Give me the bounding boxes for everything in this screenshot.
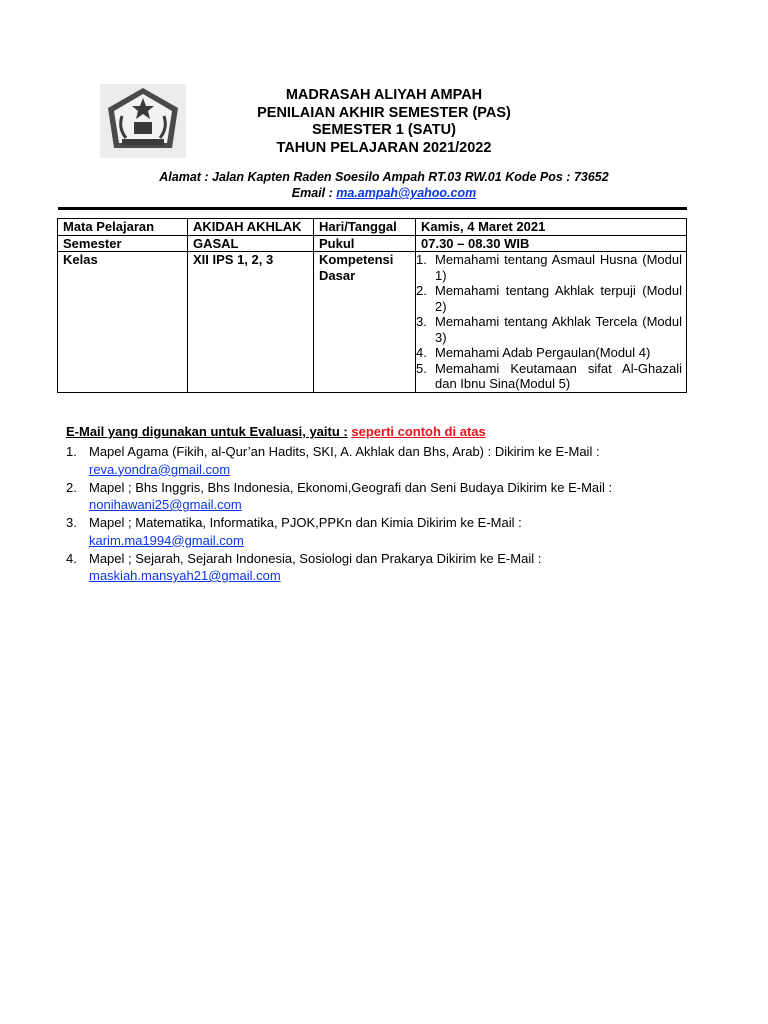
email-list: [66, 443, 686, 585]
email-link[interactable]: reva.yondra@gmail.com: [89, 461, 231, 477]
label-semester: Semester: [58, 235, 188, 252]
list-item: 1. Mapel Agama (Fikih, al-Qur’an Hadits, SKI, A. Akhlak dan Bhs, Arab) : Dikirim ke E-Mail : reva.yondra@gmail.com: [66, 444, 600, 477]
list-item: 2. Memahami tentang Akhlak terpuji (Modul 2): [416, 283, 682, 314]
email-link[interactable]: nonihawani25@gmail.com: [89, 497, 242, 512]
label-mata-pelajaran: Mata Pelajaran: [58, 219, 188, 236]
mapel-description: Mapel ; Sejarah, Sejarah Indonesia, Sosiologi dan Prakarya Dikirim ke E-Mail :: [89, 550, 542, 566]
school-name: MADRASAH ALIYAH AMPAH: [285, 87, 483, 103]
email-link[interactable]: maskiah.mansyah21@gmail.com: [89, 568, 281, 583]
evaluation-label: E-Mail yang digunakan untuk Evaluasi, yaitu: [66, 424, 344, 439]
school-header: [0, 87, 768, 157]
label-kelas: Kelas: [58, 252, 188, 393]
value-kelas: XII IPS 1, 2, 3: [188, 252, 314, 393]
email-label: Email :: [291, 186, 337, 200]
list-item: 5. Memahami Keutamaan sifat Al-Ghazali dan Ibnu Sina(Modul 5): [416, 360, 682, 391]
school-address: Alamat : Jalan Kapten Raden Soesilo Ampah RT.03 RW.01 Kode Pos : 73652: [159, 170, 609, 184]
header-divider: [58, 207, 687, 210]
value-pukul: 07.30 – 08.30 WIB: [416, 235, 687, 252]
mapel-description: Mapel ; Matematika, Informatika, PJOK,PPKn dan Kimia Dikirim ke E-Mail :: [89, 515, 522, 530]
school-email-link[interactable]: ma.ampah@yahoo.com: [336, 186, 477, 200]
list-item: 4. Memahami Adab Pergaulan(Modul 4): [416, 345, 651, 360]
kompetensi-dasar-cell: [416, 252, 687, 393]
table-row: [58, 252, 687, 393]
academic-year: TAHUN PELAJARAN 2021/2022: [276, 139, 492, 156]
exam-title: PENILAIAN AKHIR SEMESTER (PAS): [257, 104, 511, 121]
label-hari-tanggal: Hari/Tanggal: [314, 219, 416, 236]
semester-title: SEMESTER 1 (SATU): [312, 122, 456, 138]
school-email-line: [0, 186, 768, 201]
value-semester: GASAL: [188, 235, 314, 252]
value-mata-pelajaran: AKIDAH AKHLAK: [188, 219, 314, 236]
list-item: 3. Memahami tentang Akhlak Tercela (Modul 3): [416, 314, 682, 345]
list-item: 2. Mapel ; Bhs Inggris, Bhs Indonesia, Ekonomi,Geografi dan Seni Budaya Dikirim ke E-Mail : nonihawani25@gmail.com: [66, 479, 613, 512]
table-row: [58, 235, 687, 252]
email-link[interactable]: karim.ma1994@gmail.com: [89, 532, 244, 548]
table-row: [58, 219, 687, 236]
exam-info-table: [57, 218, 687, 393]
evaluation-heading: [66, 424, 486, 439]
label-pukul: Pukul: [314, 235, 416, 252]
list-item: 1. Memahami tentang Asmaul Husna (Modul 1): [416, 252, 682, 283]
list-item: 3. Mapel ; Matematika, Informatika, PJOK,PPKn dan Kimia Dikirim ke E-Mail : karim.ma1994@gmail.com: [66, 515, 522, 548]
kompetensi-dasar-list: [416, 252, 682, 392]
list-item: 4. Mapel ; Sejarah, Sejarah Indonesia, Sosiologi dan Prakarya Dikirim ke E-Mail : maskiah.mansyah21@gmail.com: [66, 550, 542, 583]
value-hari-tanggal: Kamis, 4 Maret 2021: [416, 219, 687, 236]
evaluation-note: seperti contoh di atas: [351, 424, 486, 439]
label-kompetensi-dasar: Kompetensi Dasar: [314, 252, 416, 393]
evaluation-colon: :: [343, 424, 348, 439]
mapel-description: Mapel Agama (Fikih, al-Qur’an Hadits, SKI, A. Akhlak dan Bhs, Arab) : Dikirim ke E-Mail :: [89, 444, 600, 459]
mapel-description: Mapel ; Bhs Inggris, Bhs Indonesia, Ekonomi,Geografi dan Seni Budaya Dikirim ke E-Mail :: [89, 479, 613, 495]
